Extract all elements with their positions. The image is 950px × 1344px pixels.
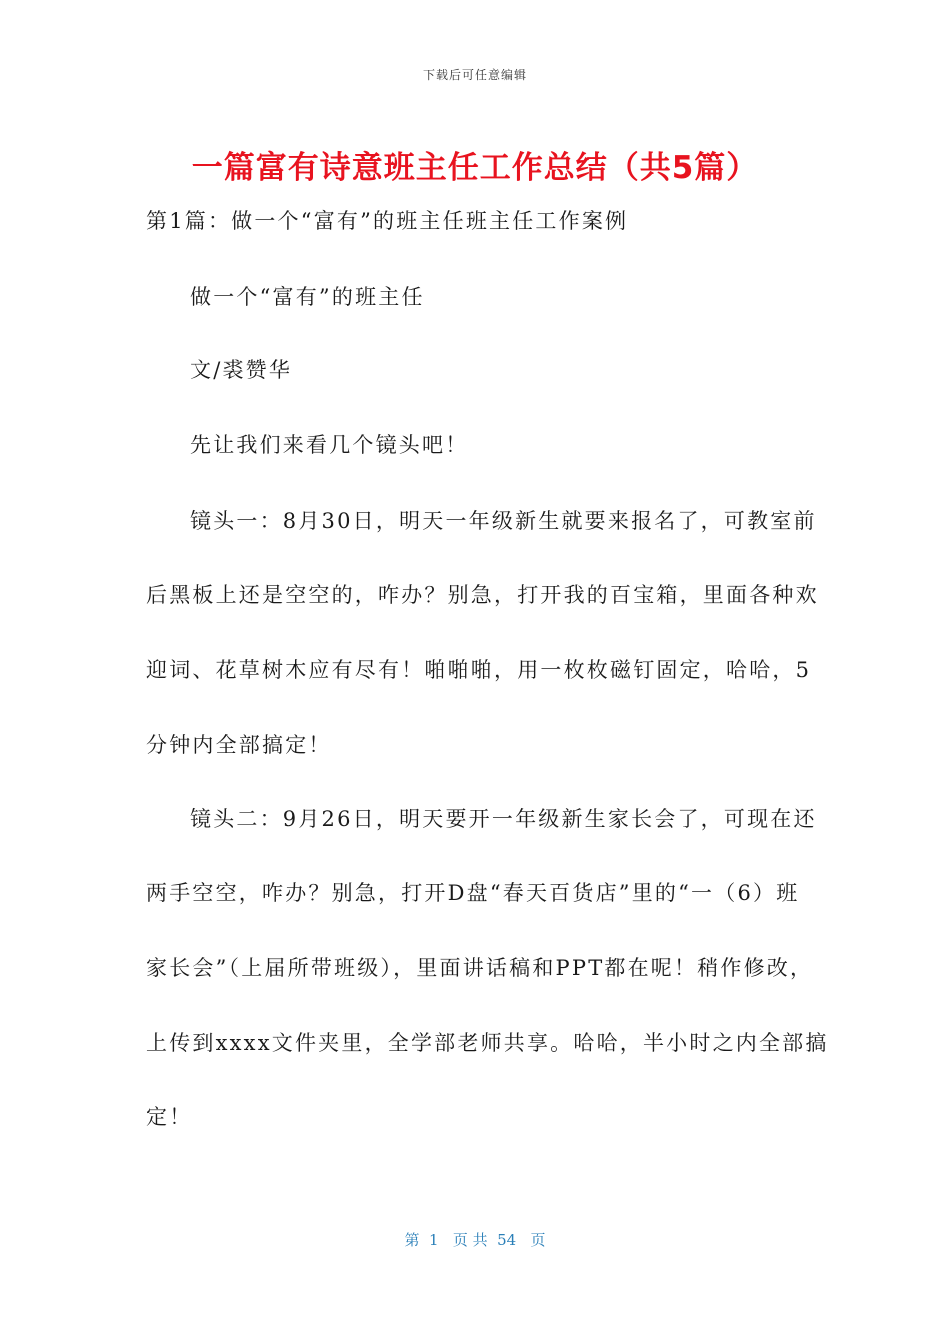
intro-line: 先让我们来看几个镜头吧！ [190, 433, 469, 457]
paragraph-line: 镜头一：8月30日，明天一年级新生就要来报名了，可教室前 [190, 509, 817, 533]
paragraph-line: 定！ [146, 1105, 193, 1129]
paragraph-line: 迎词、花草树木应有尽有！啪啪啪，用一枚枚磁钉固定，哈哈，5 [146, 658, 812, 682]
header-note: 下载后可任意编辑 [422, 68, 527, 82]
paragraph-line: 后黑板上还是空空的，咋办？别急，打开我的百宝箱，里面各种欢 [146, 583, 819, 607]
article-subtitle: 做一个“富有”的班主任 [190, 285, 425, 309]
paragraph-line: 分钟内全部搞定！ [146, 733, 332, 757]
author-line: 文/裘赞华 [190, 358, 293, 382]
paragraph-line: 家长会”（上届所带班级），里面讲话稿和PPT都在呢！稍作修改， [146, 956, 814, 980]
section-heading: 第1篇：做一个“富有”的班主任班主任工作案例 [146, 209, 629, 233]
page-footer: 第 1 页 共 54 页 [404, 1231, 546, 1249]
paragraph-line: 镜头二：9月26日，明天要开一年级新生家长会了，可现在还 [190, 807, 817, 831]
document-title: 一篇富有诗意班主任工作总结（共5篇） [191, 150, 759, 186]
paragraph-line: 上传到xxxx文件夹里，全学部老师共享。哈哈，半小时之内全部搞 [146, 1031, 829, 1055]
paragraph-line: 两手空空，咋办？别急，打开D盘“春天百货店”里的“一（6）班 [146, 881, 800, 905]
